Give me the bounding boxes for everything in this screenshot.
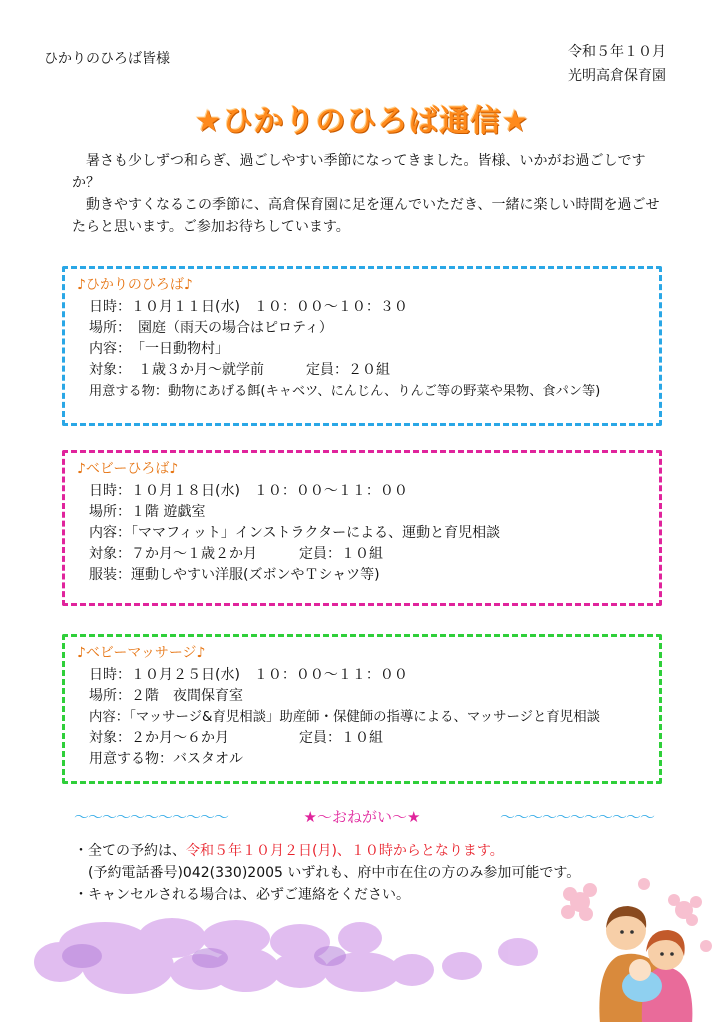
note-reservation (74, 840, 580, 862)
wave-divider-left: ～～～～～～～～～～～ (74, 808, 229, 826)
event-content: 内容： 「一日動物村」 (89, 341, 229, 357)
request-notes (74, 840, 580, 906)
event-content: 内容：「ママフィット」インストラクターによる、運動と育児相談 (89, 525, 501, 541)
event-target: 対象：７か月～１歳２か月 定員：１０組 (89, 546, 383, 562)
wave-divider-right: ～～～～～～～～～～～ (499, 808, 654, 826)
event-box-massage (62, 634, 662, 784)
event-place: 場所：１階 遊戯室 (89, 504, 206, 520)
event-items: 用意する物：動物にあげる餌(キャベツ、にんじん、りんご等の野菜や果物、食パン等) (89, 384, 601, 399)
request-header (62, 806, 662, 830)
intro-paragraph-2: 動きやすくなるこの季節に、高倉保育園に足を運んでいただき、一緒に楽しい時間を過ごせたらと思います。ご参加お待ちしています。 (72, 197, 660, 235)
note-cancel: ・キャンセルされる場合は、必ずご連絡をください。 (74, 887, 410, 903)
parent-and-baby-illustration (556, 872, 716, 1022)
date-block (568, 40, 666, 88)
event-clothing: 服装：運動しやすい洋服(ズボンやＴシャツ等) (89, 567, 380, 583)
event-box-hikari (62, 266, 662, 426)
request-title: ★～おねがい～★ (303, 808, 421, 826)
event-content: 内容：「マッサージ&育児相談」助産師・保健師の指導による、マッサージと育児相談 (89, 710, 600, 725)
intro-paragraph-1: 暑さも少しずつ和らぎ、過ごしやすい季節になってきました。皆様、いかがお過ごしですか？ (72, 153, 646, 191)
event-heading: ♪ベビーひろば♪ (77, 461, 179, 477)
event-place: 場所： 園庭（雨天の場合はピロティ） (89, 320, 333, 336)
event-target: 対象： １歳３か月～就学前 定員：２０組 (89, 362, 390, 378)
note-reservation-date: 令和５年１０月２日(月)、１０時からとなります。 (186, 843, 504, 859)
event-datetime: 日時：１０月２５日(水) １０：００～１１：００ (89, 667, 408, 683)
event-heading: ♪ひかりのひろば♪ (77, 277, 193, 293)
issue-date: 令和５年１０月 (568, 44, 666, 60)
note-reservation-prefix: ・全ての予約は、 (74, 843, 186, 859)
event-datetime: 日時：１０月１１日(水) １０：００～１０：３０ (89, 299, 408, 315)
organization-name: 光明高倉保育園 (568, 68, 666, 84)
event-box-baby (62, 450, 662, 606)
event-target: 対象：２か月～６か月 定員：１０組 (89, 730, 383, 746)
purple-bubbles-decoration (0, 900, 560, 1024)
event-heading: ♪ベビーマッサージ♪ (77, 645, 206, 661)
note-phone: (予約電話番号)042(330)2005 いずれも、府中市在住の方のみ参加可能です。 (88, 865, 581, 881)
event-datetime: 日時：１０月１８日(水) １０：００～１１：００ (89, 483, 408, 499)
intro-text (72, 150, 668, 238)
newsletter-title: ★ひかりのひろば通信★ (194, 104, 530, 139)
event-items: 用意する物：バスタオル (89, 751, 243, 767)
addressee: ひかりのひろば皆様 (44, 51, 170, 67)
event-place: 場所：２階 夜間保育室 (89, 688, 243, 704)
